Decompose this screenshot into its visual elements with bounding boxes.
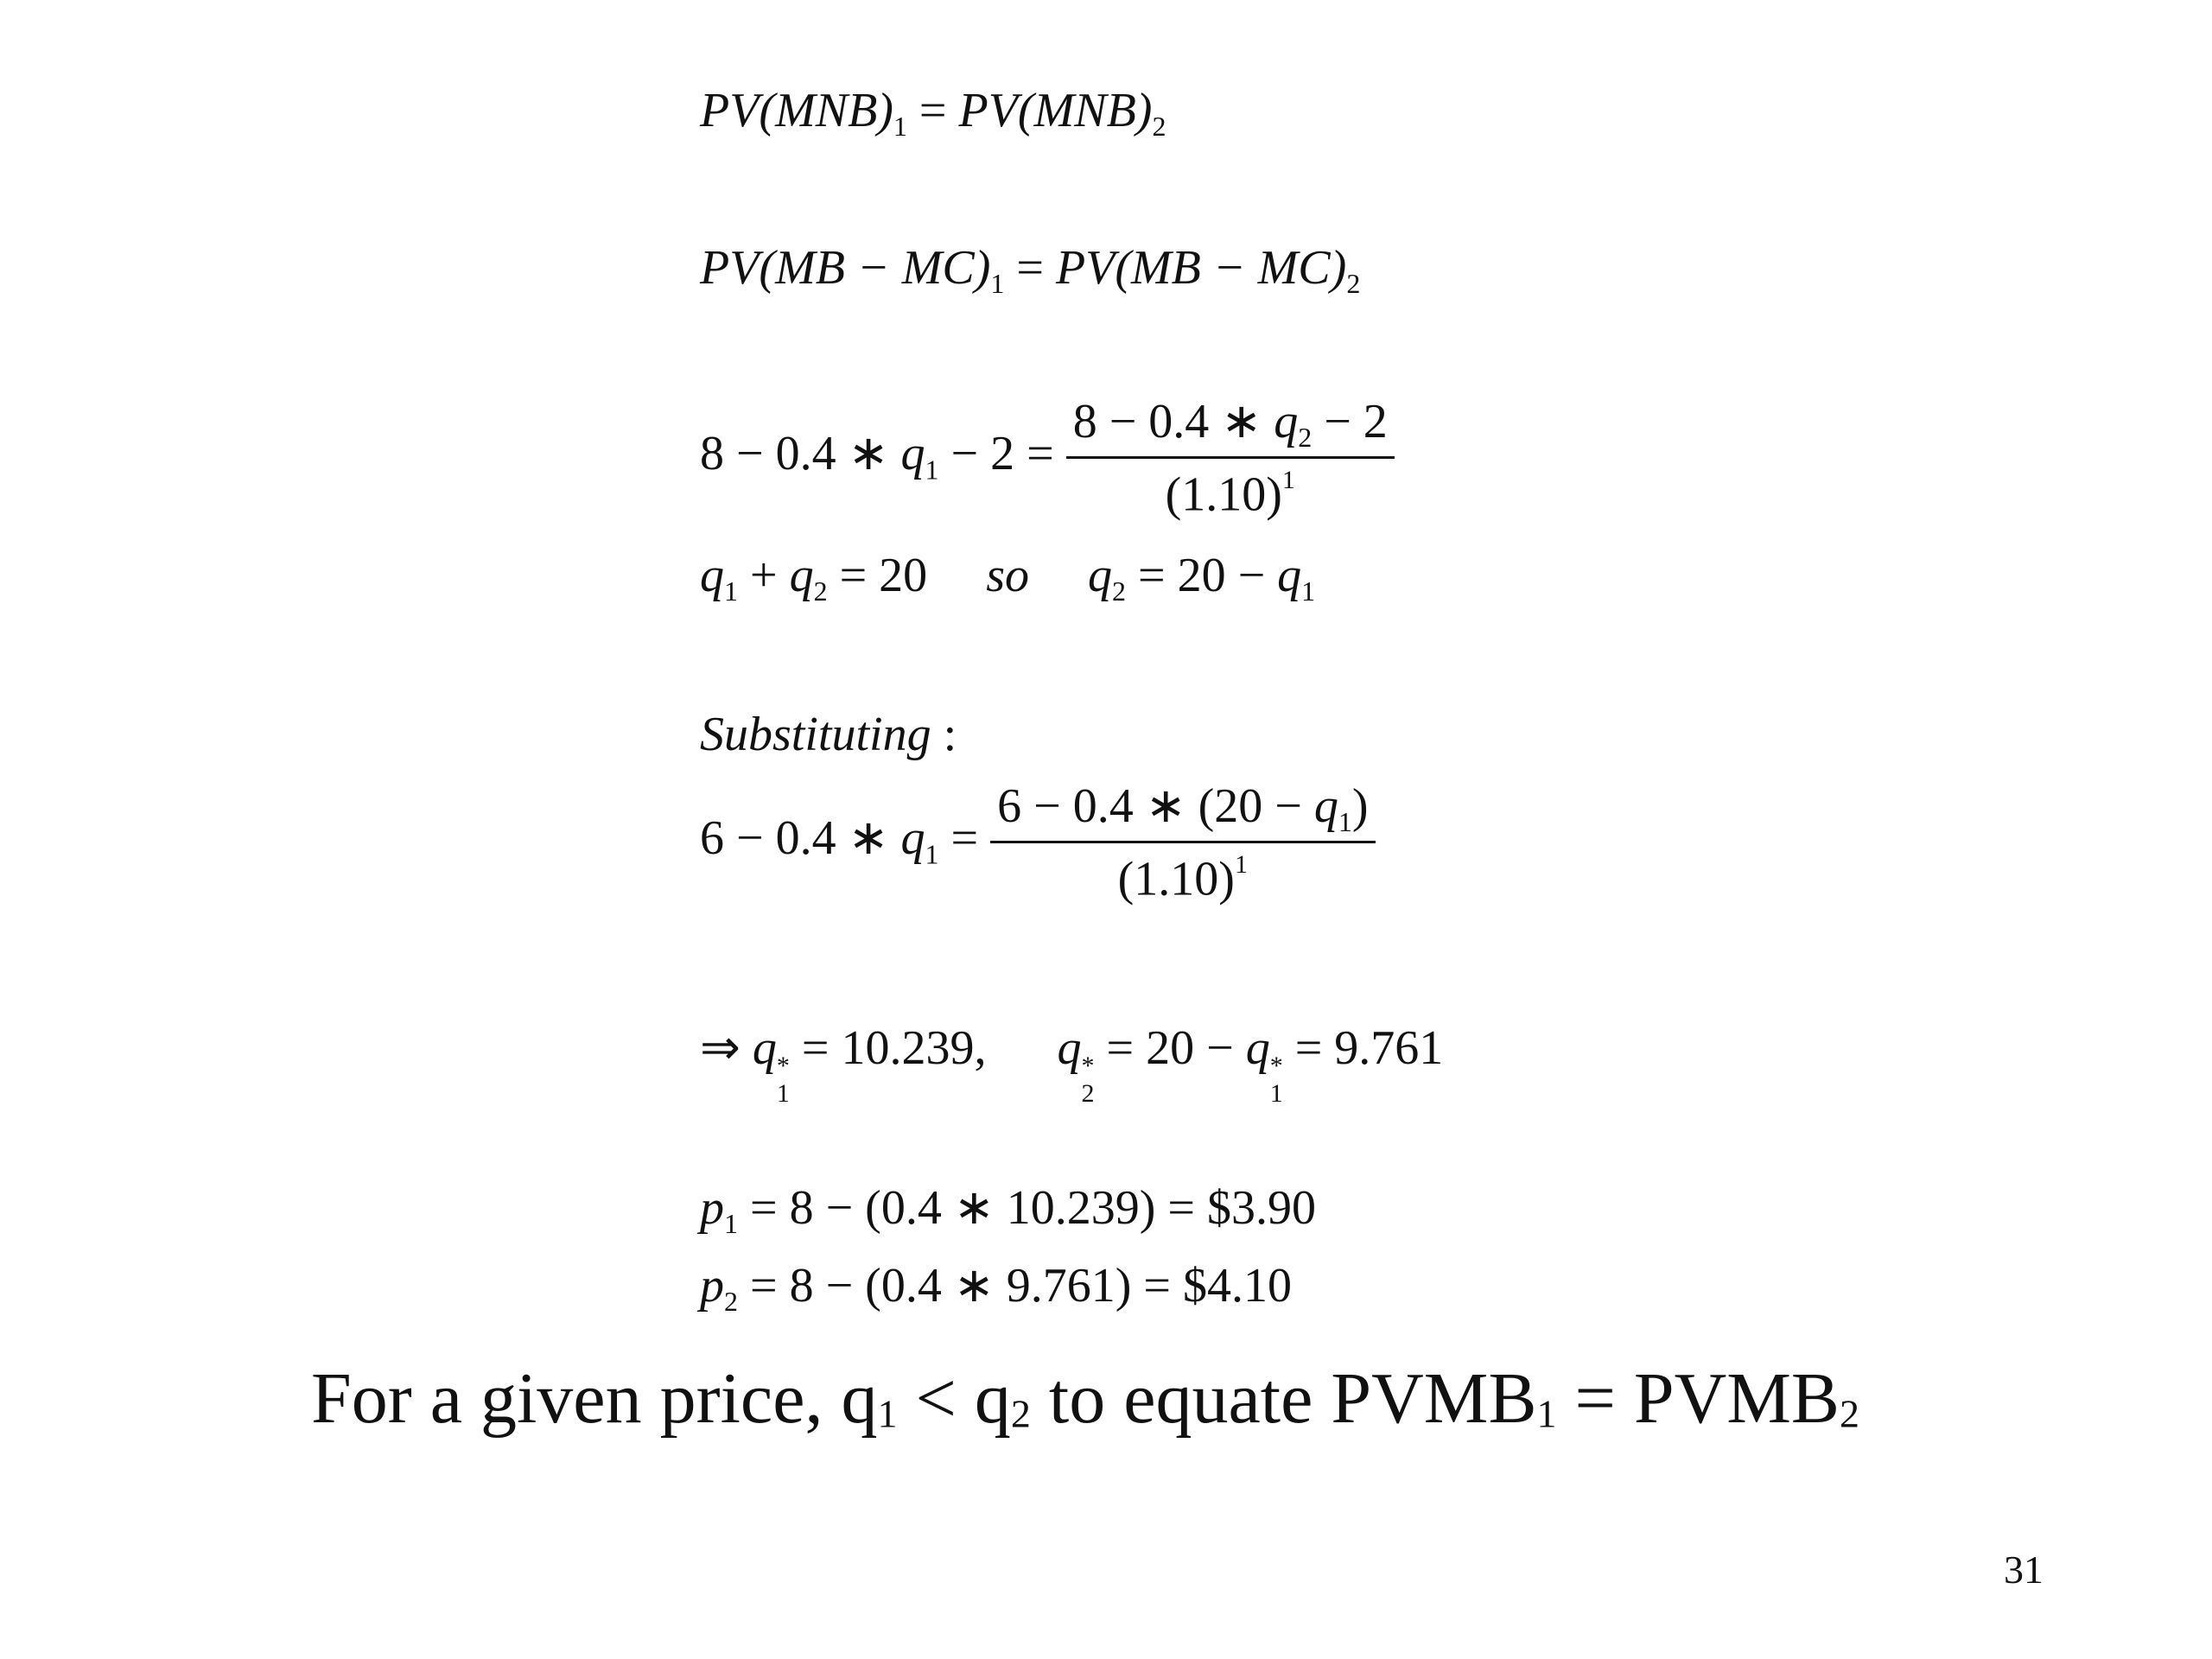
eq5-var-sub: 1 <box>925 838 939 870</box>
eq5-den: (1.10) <box>1117 852 1235 906</box>
eq4-r-q1-sub: 1 <box>1301 575 1316 607</box>
eq6-q1: q <box>752 1021 777 1075</box>
eq2-lhs: PV(MB − MC) <box>700 241 991 295</box>
eq4-r-q2-sub: 2 <box>1111 575 1126 607</box>
substituting-word: Substituting <box>700 708 931 761</box>
eq6-q1b: q <box>1245 1021 1270 1075</box>
substituting-label <box>700 710 957 759</box>
eq1-lhs: PV(MNB) <box>700 84 893 137</box>
eq4-r-q1: q <box>1277 549 1302 602</box>
eq1-lhs-sub: 1 <box>893 111 907 143</box>
eq5-num-sub: 1 <box>1338 806 1352 838</box>
eq3-num-sub: 2 <box>1298 422 1313 454</box>
substituting-colon: : <box>931 708 957 761</box>
caption-c: to equate PVMB <box>1030 1358 1537 1439</box>
equation-discount <box>700 395 1395 522</box>
slide-caption <box>311 1357 1859 1440</box>
caption-b: < q <box>897 1358 1011 1439</box>
eq6-q2: q <box>1057 1021 1082 1075</box>
eq3-numerator <box>1066 397 1395 459</box>
eq6-q1-val: = 10.239, <box>789 1021 987 1075</box>
eq1-rhs: PV(MNB) <box>958 84 1153 137</box>
eq6-q2-val: = 9.761 <box>1282 1021 1444 1075</box>
eq3-num-b: − 2 <box>1312 395 1388 448</box>
eq3-lhs-b: − 2 = <box>938 427 1066 481</box>
equation-constraint <box>700 551 1315 605</box>
eq6-q1-sub: 1 <box>776 1078 790 1108</box>
eq2-rhs: PV(MB − MC) <box>1055 241 1347 295</box>
eq3-den: (1.10) <box>1165 467 1282 522</box>
equation-price-2 <box>700 1259 1292 1318</box>
equation-substituted <box>700 779 1376 906</box>
eq3-num-var: q <box>1274 395 1299 448</box>
eq3-var-sub: 1 <box>925 454 939 486</box>
eq4-q1-sub: 1 <box>724 575 738 607</box>
eq3-var: q <box>900 427 925 481</box>
equation-mnb <box>700 84 1166 143</box>
eq2-rel: = <box>1004 241 1056 295</box>
eq1-rhs-sub: 2 <box>1152 111 1166 143</box>
page-number: 31 <box>2004 1548 2044 1592</box>
eq6-q2-sub: 2 <box>1081 1078 1095 1108</box>
eq5-numerator <box>990 779 1375 843</box>
eq5-fraction <box>990 779 1375 906</box>
eq5-num-b: ) <box>1351 779 1369 833</box>
eq5-den-exp: 1 <box>1234 850 1248 880</box>
eq5-num-a: 6 − 0.4 ∗ (20 − <box>997 779 1314 833</box>
eq3-denominator <box>1066 459 1395 522</box>
eq4-plus: + <box>738 549 790 602</box>
eq4-q1: q <box>700 549 724 602</box>
eq7-sub: 1 <box>724 1208 738 1240</box>
equation-mb-mc <box>700 241 1361 300</box>
eq8-rest: = 8 − (0.4 ∗ 9.761) = $4.10 <box>738 1259 1292 1313</box>
eq5-num-var: q <box>1313 779 1338 833</box>
eq8-sub: 2 <box>724 1286 738 1318</box>
eq3-fraction <box>1066 395 1395 522</box>
eq4-r-q2: q <box>1087 549 1112 602</box>
eq6-q1b-sub: 1 <box>1269 1078 1283 1108</box>
eq6-q1-sup: * <box>776 1052 790 1080</box>
eq5-lhs-a: 6 − 0.4 ∗ <box>700 811 901 866</box>
eq1-rel: = <box>906 84 959 137</box>
caption-s2: 2 <box>1010 1391 1031 1436</box>
eq4-q2: q <box>789 549 814 602</box>
eq7-rest: = 8 − (0.4 ∗ 10.239) = $3.90 <box>738 1181 1316 1235</box>
caption-a: For a given price, q <box>311 1358 878 1439</box>
equation-solution <box>700 1021 1444 1108</box>
eq4-r-eq: = 20 − <box>1125 549 1278 602</box>
eq6-q2-mid: = 20 − <box>1094 1021 1246 1075</box>
eq5-lhs-b: = <box>938 811 991 866</box>
caption-s3: 1 <box>1536 1391 1557 1436</box>
eq4-q2-sub: 2 <box>813 575 828 607</box>
eq3-num-a: 8 − 0.4 ∗ <box>1072 395 1274 448</box>
eq2-lhs-sub: 1 <box>990 268 1005 300</box>
eq6-q1b-sup: * <box>1269 1052 1283 1080</box>
equation-price-1 <box>700 1181 1316 1240</box>
eq5-denominator <box>990 843 1375 904</box>
caption-s1: 1 <box>877 1391 898 1436</box>
eq8-var: p <box>700 1259 724 1313</box>
eq4-eq: = 20 <box>827 549 928 602</box>
eq6-arrow: ⇒ <box>700 1021 753 1075</box>
eq6-q2-sup: * <box>1081 1052 1095 1080</box>
eq7-var: p <box>700 1181 724 1235</box>
eq3-den-exp: 1 <box>1281 466 1295 495</box>
eq3-lhs-a: 8 − 0.4 ∗ <box>700 427 901 481</box>
eq5-var: q <box>900 811 925 866</box>
eq4-so: so <box>986 549 1029 602</box>
caption-s4: 2 <box>1839 1391 1859 1436</box>
eq2-rhs-sub: 2 <box>1346 268 1361 300</box>
caption-d: = PVMB <box>1556 1358 1840 1439</box>
